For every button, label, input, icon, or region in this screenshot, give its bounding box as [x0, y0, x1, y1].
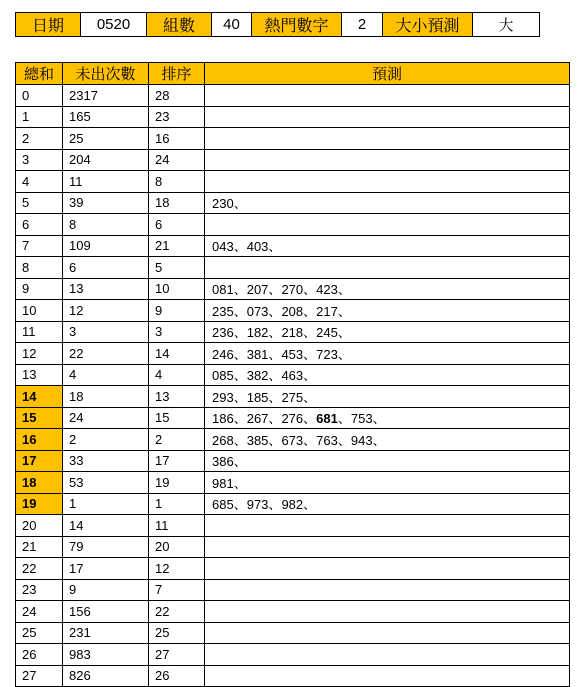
table-row: [16, 386, 570, 408]
miss-count-cell: 109: [63, 235, 149, 257]
rank-cell: 4: [149, 364, 205, 386]
prediction-separator: 、: [303, 389, 317, 405]
prediction-separator: 、: [268, 411, 282, 427]
table-row: [16, 601, 570, 623]
prediction-number: 685: [212, 497, 234, 513]
sum-cell: 7: [16, 235, 63, 257]
prediction-separator: 、: [372, 432, 386, 448]
prediction-separator: 、: [337, 303, 351, 319]
table-row: [16, 171, 570, 193]
sum-cell: 21: [16, 536, 63, 558]
prediction-number: 723: [316, 346, 338, 362]
sum-cell: 8: [16, 257, 63, 279]
table-row: [16, 472, 570, 494]
sum-cell: 13: [16, 364, 63, 386]
miss-count-cell: 6: [63, 257, 149, 279]
prediction-number: 943: [350, 432, 373, 448]
rank-cell: 8: [149, 171, 205, 193]
prediction-separator: 、: [233, 368, 247, 384]
miss-count-cell: 53: [63, 472, 149, 494]
miss-count-cell: 79: [63, 536, 149, 558]
prediction-number: 293: [212, 389, 234, 405]
prediction-number: 403: [246, 239, 269, 255]
prediction-number: 268: [212, 432, 234, 448]
prediction-cell: [205, 558, 570, 580]
miss-count-cell: 2: [63, 429, 149, 451]
rank-cell: 26: [149, 665, 205, 687]
miss-count-cell: 8: [63, 214, 149, 236]
miss-count-cell: 4: [63, 364, 149, 386]
prediction-number: 385: [246, 432, 269, 448]
miss-count-cell: 156: [63, 601, 149, 623]
prediction-separator: 、: [233, 239, 247, 255]
prediction-cell: [205, 386, 570, 408]
sum-cell: 26: [16, 644, 63, 666]
prediction-cell: [205, 450, 570, 472]
prediction-cell: [205, 128, 570, 150]
miss-count-cell: 22: [63, 343, 149, 365]
prediction-separator: 、: [337, 346, 351, 362]
rank-cell: 16: [149, 128, 205, 150]
table-row: [16, 149, 570, 171]
rank-cell: 1: [149, 493, 205, 515]
rank-cell: 21: [149, 235, 205, 257]
prediction-separator: 、: [268, 432, 282, 448]
prediction-cell: [205, 536, 570, 558]
size-prediction-label: 大小預測: [383, 13, 473, 37]
prediction-separator: 、: [268, 368, 282, 384]
table-row: [16, 579, 570, 601]
prediction-number: 245: [316, 325, 338, 341]
prediction-cell: [205, 515, 570, 537]
prediction-number: 185: [246, 389, 269, 405]
count-label: 組數: [147, 13, 212, 37]
miss-count-cell: 11: [63, 171, 149, 193]
prediction-separator: 、: [268, 303, 282, 319]
prediction-separator: 、: [268, 346, 282, 362]
prediction-number: 276: [281, 411, 304, 427]
miss-count-cell: 25: [63, 128, 149, 150]
rank-cell: 12: [149, 558, 205, 580]
prediction-number: 186: [212, 411, 234, 427]
rank-cell: 13: [149, 386, 205, 408]
table-row: [16, 558, 570, 580]
table-row: [16, 106, 570, 128]
prediction-number: 207: [246, 282, 269, 298]
rank-cell: 5: [149, 257, 205, 279]
prediction-separator: 、: [233, 432, 247, 448]
count-value: 40: [212, 13, 252, 37]
prediction-separator: 、: [233, 411, 247, 427]
hot-number-label: 熱門數字: [252, 13, 342, 37]
table-row: [16, 343, 570, 365]
rank-cell: 15: [149, 407, 205, 429]
prediction-number: 763: [316, 432, 338, 448]
prediction-separator: 、: [268, 325, 282, 341]
prediction-separator: 、: [233, 497, 247, 513]
rank-cell: 17: [149, 450, 205, 472]
miss-count-cell: 12: [63, 300, 149, 322]
prediction-cell: [205, 472, 570, 494]
sum-cell: 0: [16, 85, 63, 107]
rank-cell: 27: [149, 644, 205, 666]
sum-cell: 2: [16, 128, 63, 150]
prediction-number: 453: [281, 346, 304, 362]
miss-count-cell: 18: [63, 386, 149, 408]
table-row: [16, 665, 570, 687]
prediction-cell: [205, 300, 570, 322]
prediction-separator: 、: [268, 497, 282, 513]
size-prediction-value: 大: [473, 13, 540, 37]
miss-count-cell: 165: [63, 106, 149, 128]
prediction-cell: [205, 364, 570, 386]
miss-count-cell: 39: [63, 192, 149, 214]
prediction-number: 981: [212, 475, 234, 491]
prediction-number: 081: [212, 282, 234, 298]
prediction-separator: 、: [233, 475, 247, 491]
sum-cell: 23: [16, 579, 63, 601]
prediction-separator: 、: [303, 346, 317, 362]
rank-cell: 11: [149, 515, 205, 537]
miss-count-cell: 983: [63, 644, 149, 666]
table-row: [16, 407, 570, 429]
prediction-number: 218: [281, 325, 304, 341]
rank-cell: 10: [149, 278, 205, 300]
rank-cell: 14: [149, 343, 205, 365]
prediction-separator: 、: [303, 282, 317, 298]
prediction-number: 217: [316, 303, 338, 319]
table-body: [16, 85, 570, 687]
prediction-separator: 、: [303, 411, 317, 427]
prediction-cell: [205, 278, 570, 300]
table-row: [16, 278, 570, 300]
prediction-cell: [205, 106, 570, 128]
miss-count-cell: 33: [63, 450, 149, 472]
prediction-separator: 、: [268, 239, 282, 255]
table-row: [16, 515, 570, 537]
prediction-separator: 、: [372, 411, 386, 427]
table-row: [16, 644, 570, 666]
rank-cell: 20: [149, 536, 205, 558]
rank-cell: 24: [149, 149, 205, 171]
prediction-separator: 、: [303, 325, 317, 341]
prediction-separator: 、: [233, 196, 247, 212]
prediction-cell: [205, 214, 570, 236]
header-rank: 排序: [149, 63, 205, 85]
prediction-number: 382: [246, 368, 269, 384]
table-row: [16, 450, 570, 472]
prediction-cell: [205, 321, 570, 343]
prediction-number: 246: [212, 346, 234, 362]
prediction-cell: [205, 429, 570, 451]
rank-cell: 6: [149, 214, 205, 236]
prediction-cell: [205, 149, 570, 171]
sum-cell: 24: [16, 601, 63, 623]
prediction-separator: 、: [337, 432, 351, 448]
info-row: [16, 13, 540, 37]
miss-count-cell: 826: [63, 665, 149, 687]
prediction-separator: 、: [268, 282, 282, 298]
prediction-cell: [205, 235, 570, 257]
prediction-number: 463: [281, 368, 304, 384]
date-value: 0520: [81, 13, 147, 37]
prediction-separator: 、: [233, 454, 247, 470]
header-miss-count: 未出次數: [63, 63, 149, 85]
table-row: [16, 235, 570, 257]
sum-cell: 25: [16, 622, 63, 644]
prediction-number: 236: [212, 325, 234, 341]
miss-count-cell: 9: [63, 579, 149, 601]
prediction-number: 423: [316, 282, 338, 298]
table-row: [16, 536, 570, 558]
miss-count-cell: 1: [63, 493, 149, 515]
table-row: [16, 429, 570, 451]
prediction-number: 208: [281, 303, 304, 319]
prediction-number: 235: [212, 303, 234, 319]
rank-cell: 22: [149, 601, 205, 623]
table-row: [16, 493, 570, 515]
prediction-separator: 、: [303, 432, 317, 448]
prediction-separator: 、: [233, 325, 247, 341]
prediction-cell: [205, 192, 570, 214]
prediction-number: 043: [212, 239, 234, 255]
prediction-separator: 、: [268, 389, 282, 405]
prediction-cell: [205, 171, 570, 193]
prediction-number: 085: [212, 368, 234, 384]
sum-cell: 1: [16, 106, 63, 128]
rank-cell: 18: [149, 192, 205, 214]
table-row: [16, 300, 570, 322]
sum-cell: 3: [16, 149, 63, 171]
prediction-cell: [205, 601, 570, 623]
prediction-separator: 、: [337, 325, 351, 341]
prediction-separator: 、: [233, 303, 247, 319]
table-row: [16, 364, 570, 386]
rank-cell: 9: [149, 300, 205, 322]
miss-count-cell: 24: [63, 407, 149, 429]
rank-cell: 25: [149, 622, 205, 644]
prediction-number: 270: [281, 282, 304, 298]
prediction-separator: 、: [233, 282, 247, 298]
table-row: [16, 214, 570, 236]
prediction-cell: [205, 493, 570, 515]
rank-cell: 3: [149, 321, 205, 343]
sum-cell: 18: [16, 472, 63, 494]
sum-cell: 5: [16, 192, 63, 214]
sum-cell: 9: [16, 278, 63, 300]
header-prediction: 預測: [205, 63, 570, 85]
prediction-table: [15, 62, 570, 687]
sum-cell: 11: [16, 321, 63, 343]
rank-cell: 23: [149, 106, 205, 128]
table-header-row: [16, 63, 570, 85]
sum-cell: 27: [16, 665, 63, 687]
table-row: [16, 192, 570, 214]
sum-cell: 17: [16, 450, 63, 472]
prediction-cell: [205, 85, 570, 107]
prediction-cell: [205, 343, 570, 365]
sum-cell: 4: [16, 171, 63, 193]
sum-cell: 20: [16, 515, 63, 537]
rank-cell: 28: [149, 85, 205, 107]
table-row: [16, 128, 570, 150]
prediction-number: 182: [246, 325, 269, 341]
sum-cell: 12: [16, 343, 63, 365]
miss-count-cell: 231: [63, 622, 149, 644]
prediction-number: 073: [246, 303, 269, 319]
miss-count-cell: 2317: [63, 85, 149, 107]
rank-cell: 2: [149, 429, 205, 451]
prediction-number: 673: [281, 432, 304, 448]
miss-count-cell: 14: [63, 515, 149, 537]
prediction-number: 386: [212, 454, 234, 470]
prediction-separator: 、: [337, 411, 351, 427]
miss-count-cell: 204: [63, 149, 149, 171]
prediction-separator: 、: [303, 368, 317, 384]
date-label: 日期: [16, 13, 81, 37]
prediction-number: 753: [350, 411, 373, 427]
prediction-number: 982: [281, 497, 304, 513]
table-row: [16, 321, 570, 343]
rank-cell: 19: [149, 472, 205, 494]
table-row: [16, 257, 570, 279]
prediction-number: 381: [246, 346, 269, 362]
prediction-separator: 、: [337, 282, 351, 298]
prediction-number: 267: [246, 411, 269, 427]
sum-cell: 10: [16, 300, 63, 322]
prediction-cell: [205, 622, 570, 644]
miss-count-cell: 13: [63, 278, 149, 300]
sum-cell: 16: [16, 429, 63, 451]
sum-cell: 15: [16, 407, 63, 429]
prediction-cell: [205, 665, 570, 687]
prediction-number: 275: [281, 389, 304, 405]
prediction-number: 681: [316, 411, 338, 427]
miss-count-cell: 3: [63, 321, 149, 343]
prediction-separator: 、: [303, 303, 317, 319]
prediction-number: 230: [212, 196, 234, 212]
prediction-cell: [205, 644, 570, 666]
sum-cell: 6: [16, 214, 63, 236]
prediction-cell: [205, 579, 570, 601]
sum-cell: 22: [16, 558, 63, 580]
miss-count-cell: 17: [63, 558, 149, 580]
sum-cell: 14: [16, 386, 63, 408]
header-sum: 總和: [16, 63, 63, 85]
prediction-separator: 、: [233, 389, 247, 405]
prediction-cell: [205, 257, 570, 279]
table-row: [16, 622, 570, 644]
prediction-cell: [205, 407, 570, 429]
prediction-number: 973: [246, 497, 269, 513]
prediction-separator: 、: [303, 497, 317, 513]
prediction-separator: 、: [233, 346, 247, 362]
rank-cell: 7: [149, 579, 205, 601]
table-row: [16, 85, 570, 107]
hot-number-value: 2: [342, 13, 383, 37]
info-bar: [15, 12, 540, 37]
sum-cell: 19: [16, 493, 63, 515]
